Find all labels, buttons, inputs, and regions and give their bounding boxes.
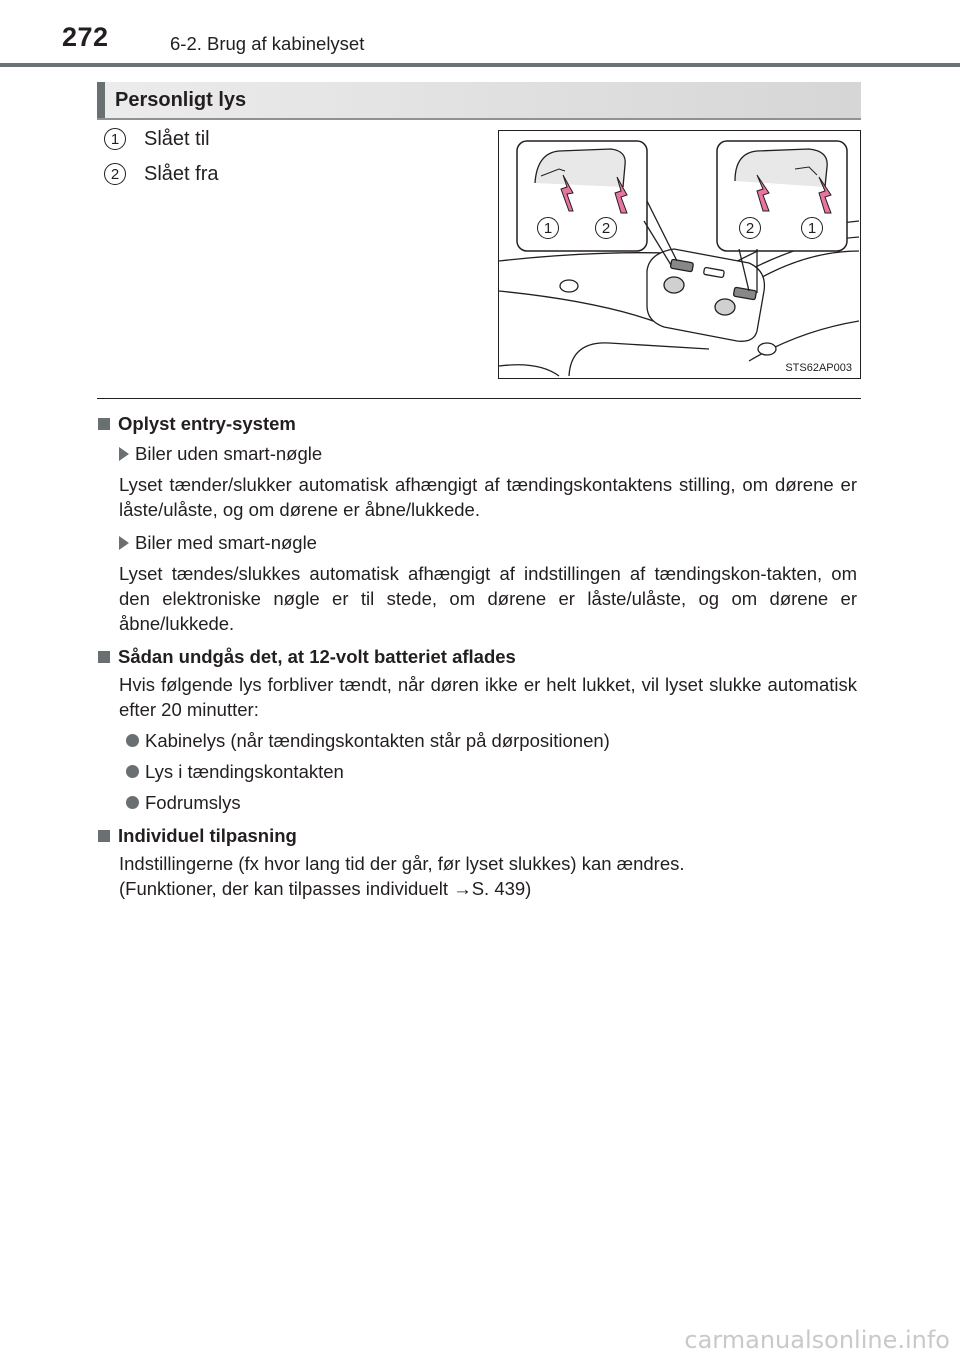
list-item	[97, 759, 857, 784]
page-number: 272	[62, 22, 109, 52]
triangle-bullet-icon	[119, 447, 129, 461]
title-accent	[97, 82, 105, 118]
list-item-text: Fodrumslys	[145, 792, 241, 813]
chapter-heading: 6-2. Brug af kabinelyset	[170, 33, 365, 54]
variant-heading-smart-key	[97, 530, 857, 555]
section-divider	[97, 398, 861, 399]
illustration-drawing	[499, 131, 859, 377]
header-divider	[0, 63, 960, 67]
dot-bullet-icon	[126, 765, 139, 778]
square-bullet-icon	[98, 418, 110, 430]
subheading-customization	[97, 822, 857, 849]
variant-heading-text: Biler uden smart-nøgle	[135, 443, 323, 464]
watermark: carmanualsonline.info	[684, 1326, 950, 1354]
subheading-text: Sådan undgås det, at 12-volt batteriet aflades	[118, 646, 516, 667]
variant-heading-text: Biler med smart-nøgle	[135, 532, 317, 553]
page-header	[0, 0, 960, 70]
variant-heading-no-smart-key	[97, 441, 857, 466]
callout-2	[104, 161, 219, 187]
paragraph: Indstillingerne (fx hvor lang tid der går, før lyset slukkes) kan ændres.	[119, 853, 685, 874]
inset-left-num-1: 1	[537, 217, 559, 239]
paragraph: Hvis følgende lys forbliver tændt, når døren ikke er helt lukket, vil lyset slukke automatisk efter 20 minutter:	[119, 674, 857, 720]
section-title-bar	[97, 82, 861, 120]
list-item-text: Kabinelys (når tændingskontakten står på dørpositionen)	[145, 730, 610, 751]
list-item	[97, 728, 857, 753]
subheading-battery	[97, 643, 857, 670]
inset-left-num-2: 2	[595, 217, 617, 239]
inset-right-num-1: 1	[801, 217, 823, 239]
personal-light-illustration	[498, 130, 861, 379]
paragraph: Lyset tænder/slukker automatisk afhængigt af tændingskontaktens stilling, om dørene er låste/ulåste, og om dørene er åbne/lukkede.	[119, 474, 857, 520]
body-content	[97, 408, 857, 901]
callout-label-1: Slået til	[144, 127, 210, 150]
cross-reference: (Funktioner, der kan tilpasses individuelt →S. 439)	[119, 878, 532, 899]
inset-right-num-2: 2	[739, 217, 761, 239]
callout-number-1: 1	[104, 128, 126, 150]
list-item	[97, 790, 857, 815]
triangle-bullet-icon	[119, 536, 129, 550]
list-item-text: Lys i tændingskontakten	[145, 761, 344, 782]
callout-1	[104, 126, 210, 152]
square-bullet-icon	[98, 830, 110, 842]
square-bullet-icon	[98, 651, 110, 663]
dot-bullet-icon	[126, 734, 139, 747]
dot-bullet-icon	[126, 796, 139, 809]
subheading-text: Oplyst entry-system	[118, 413, 296, 434]
paragraph: Lyset tændes/slukkes automatisk afhængigt af indstillingen af tændingskon-takten, om den elektroniske nøgle er til stede, om dørene er låste/ulåste, og om dørene er åbne/lukkede.	[119, 563, 857, 634]
section-title: Personligt lys	[115, 89, 247, 111]
figure-code: STS62AP003	[785, 362, 852, 374]
callout-label-2: Slået fra	[144, 162, 219, 185]
subheading-entry-system	[97, 410, 857, 437]
callout-number-2: 2	[104, 163, 126, 185]
subheading-text: Individuel tilpasning	[118, 825, 297, 846]
